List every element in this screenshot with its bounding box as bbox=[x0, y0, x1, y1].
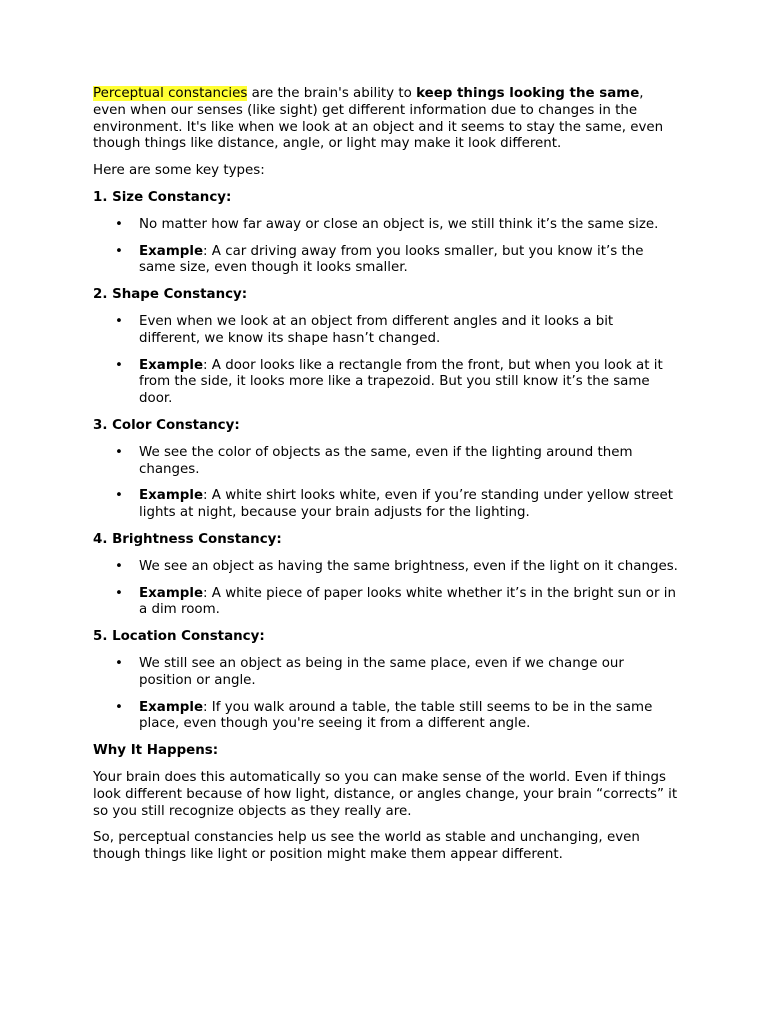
example-label: Example bbox=[139, 585, 204, 601]
example-text: : A door looks like a rectangle from the front, but when you look at it from the side, it looks more like a trapezoid. But you still know it’s the same door. bbox=[139, 357, 663, 407]
section-list bbox=[93, 559, 678, 619]
list-item bbox=[93, 586, 678, 620]
why-heading: Why It Happens: bbox=[93, 743, 219, 759]
bullet-icon: • bbox=[115, 313, 123, 329]
list-item-text: We see an object as having the same brightness, even if the light on it changes. bbox=[139, 558, 678, 574]
example-label: Example bbox=[139, 243, 204, 259]
section-heading: 4. Brightness Constancy: bbox=[93, 531, 282, 547]
bullet-icon: • bbox=[115, 699, 123, 715]
section-list bbox=[93, 445, 678, 522]
list-item bbox=[93, 656, 678, 690]
list-item-text: No matter how far away or close an object is, we still think it’s the same size. bbox=[139, 216, 659, 232]
bullet-icon: • bbox=[115, 444, 123, 460]
example-text: : If you walk around a table, the table still seems to be in the same place, even though you're seeing it from a different angle. bbox=[139, 699, 653, 732]
list-item bbox=[93, 314, 678, 348]
intro-text-b: , even when our senses (like sight) get different information due to changes in the environment. It's like when we look at an object and it seems to stay the same, even though things like distance, angle, or light may make it look different. bbox=[93, 86, 664, 152]
bullet-icon: • bbox=[115, 357, 123, 373]
conclusion-paragraph: So, perceptual constancies help us see the world as stable and unchanging, even though things like light or position might make them appear different. bbox=[93, 830, 640, 863]
list-item bbox=[93, 217, 678, 234]
list-item-text: We still see an object as being in the same place, even if we change our position or angle. bbox=[139, 655, 624, 688]
example-text: : A car driving away from you looks smaller, but you know it’s the same size, even though it looks smaller. bbox=[139, 243, 644, 276]
list-item-text: Even when we look at an object from different angles and it looks a bit different, we know its shape hasn’t changed. bbox=[139, 313, 614, 346]
example-label: Example bbox=[139, 488, 204, 504]
bullet-icon: • bbox=[115, 558, 123, 574]
document-page bbox=[93, 86, 678, 874]
example-label: Example bbox=[139, 357, 204, 373]
lead-paragraph: Here are some key types: bbox=[93, 163, 265, 179]
bullet-icon: • bbox=[115, 488, 123, 504]
section-list bbox=[93, 656, 678, 733]
example-label: Example bbox=[139, 699, 204, 715]
example-text: : A white shirt looks white, even if you’re standing under yellow street lights at night, because your brain adjusts for the lighting. bbox=[139, 488, 673, 521]
list-item bbox=[93, 358, 678, 408]
intro-bold-phrase: keep things looking the same bbox=[416, 86, 640, 101]
list-item-text: We see the color of objects as the same, even if the lighting around them changes. bbox=[139, 444, 633, 477]
list-item bbox=[93, 445, 678, 479]
example-text: : A white piece of paper looks white whether it’s in the bright sun or in a dim room. bbox=[139, 585, 676, 618]
section-list bbox=[93, 314, 678, 408]
section-heading: 1. Size Constancy: bbox=[93, 189, 232, 205]
bullet-icon: • bbox=[115, 216, 123, 232]
bullet-icon: • bbox=[115, 585, 123, 601]
intro-paragraph bbox=[93, 86, 678, 153]
list-item bbox=[93, 559, 678, 576]
bullet-icon: • bbox=[115, 243, 123, 259]
list-item bbox=[93, 700, 678, 734]
bullet-icon: • bbox=[115, 655, 123, 671]
section-list bbox=[93, 217, 678, 277]
intro-text-a: are the brain's ability to bbox=[247, 86, 417, 101]
section-heading: 3. Color Constancy: bbox=[93, 417, 240, 433]
why-paragraph: Your brain does this automatically so you can make sense of the world. Even if things look different because of how light, distance, or angles change, your brain “corrects” it so you still recognize objects as they really are. bbox=[93, 769, 678, 819]
highlighted-term: Perceptual constancies bbox=[93, 86, 248, 101]
section-heading: 2. Shape Constancy: bbox=[93, 287, 248, 303]
section-heading: 5. Location Constancy: bbox=[93, 629, 265, 645]
list-item bbox=[93, 488, 678, 522]
list-item bbox=[93, 244, 678, 278]
